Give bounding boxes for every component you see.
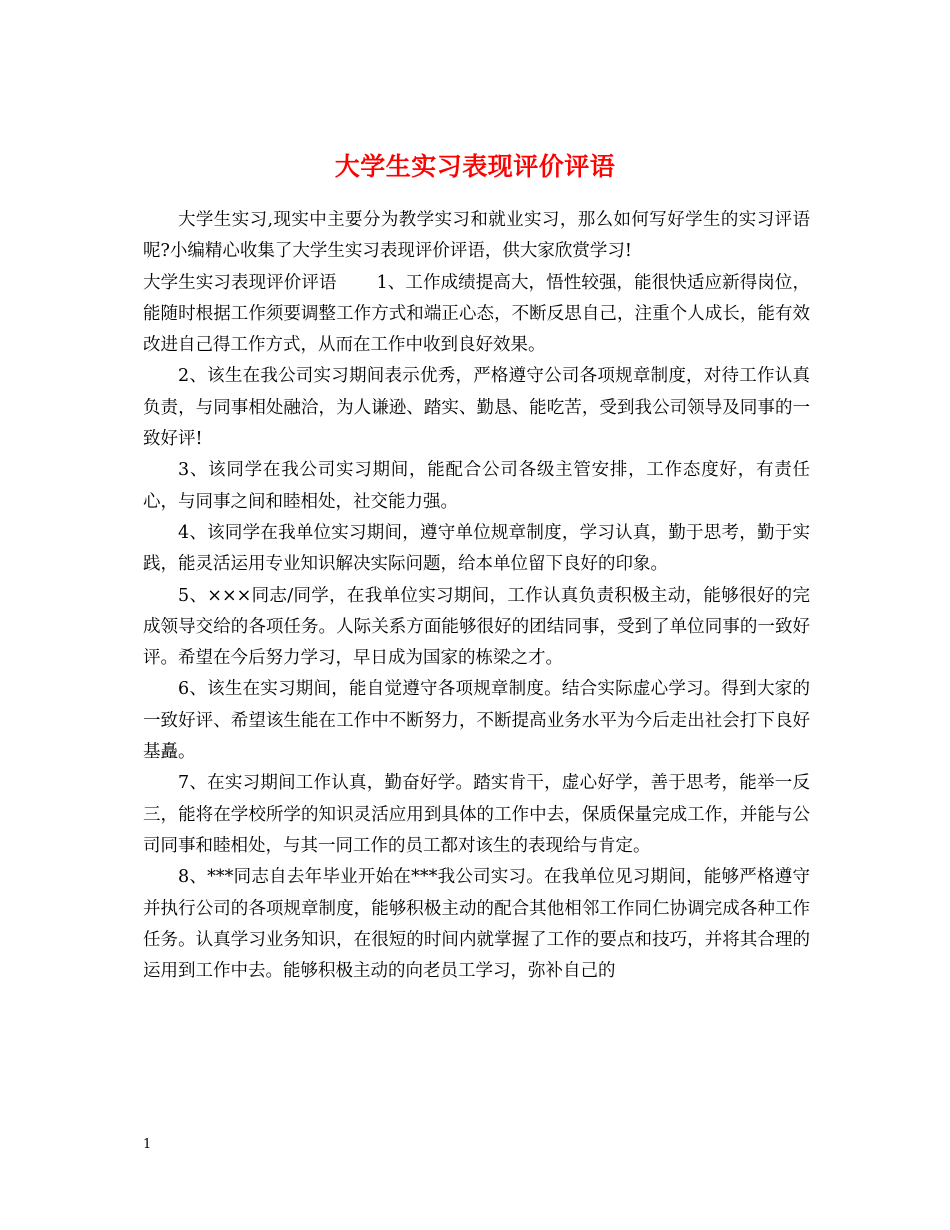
section-heading: 大学生实习表现评价评语 — [143, 272, 337, 293]
paragraph-5: 5、×××同志/同学，在我单位实习期间，工作认真负责积极主动，能够很好的完成领导交给的各项任务。人际关系方面能够很好的团结同事，受到了单位同事的一致好评。希望在今后努力学习，早日成为国家的栋梁之才。 — [143, 585, 810, 669]
paragraph-2: 2、该生在我公司实习期间表示优秀，严格遵守公司各项规章制度，对待工作认真负责，与同事相处融洽，为人谦逊、踏实、勤恳、能吃苦，受到我公司领导及同事的一致好评! — [143, 366, 810, 450]
paragraph-6: 6、该生在实习期间，能自觉遵守各项规章制度。结合实际虚心学习。得到大家的一致好评、希望该生能在工作中不断努力，不断提高业务水平为今后走出社会打下良好基矗。 — [143, 679, 810, 763]
document-body — [143, 205, 810, 987]
paragraph-8: 8、***同志自去年毕业开始在***我公司实习。在我单位见习期间，能够严格遵守并执行公司的各项规章制度，能够积极主动的配合其他相邻工作同仁协调完成各种工作任务。认真学习业务知识，在很短的时间内就掌握了工作的要点和技巧，并将其合理的运用到工作中去。能够积极主动的向老员工学习，弥补自己的 — [143, 867, 810, 982]
paragraph-3: 3、该同学在我公司实习期间，能配合公司各级主管安排，工作态度好，有责任心，与同事之间和睦相处，社交能力强。 — [143, 460, 810, 512]
paragraph-4: 4、该同学在我单位实习期间，遵守单位规章制度，学习认真，勤于思考，勤于实践，能灵活运用专业知识解决实际问题，给本单位留下良好的印象。 — [143, 522, 810, 575]
document-title: 大学生实习表现评价评语 — [334, 151, 616, 181]
paragraph-7: 7、在实习期间工作认真，勤奋好学。踏实肯干，虚心好学，善于思考，能举一反三，能将在学校所学的知识灵活应用到具体的工作中去，保质保量完成工作，并能与公司同事和睦相处，与其一同工作的员工都对该生的表现给与肯定。 — [143, 773, 810, 856]
paragraph-1-text: 1、工作成绩提高大，悟性较强，能很快适应新得岗位，能随时根据工作须要调整工作方式和端正心态，不断反思自己，注重个人成长，能有效改进自己得工作方式，从而在工作中收到良好效果。 — [143, 272, 810, 356]
intro-paragraph: 大学生实习,现实中主要分为教学实习和就业实习，那么如何写好学生的实习评语呢?小编精心收集了大学生实习表现评价评语，供大家欣赏学习! — [143, 210, 810, 262]
paragraph-1 — [143, 268, 810, 362]
page-number: 1 — [143, 1137, 152, 1152]
